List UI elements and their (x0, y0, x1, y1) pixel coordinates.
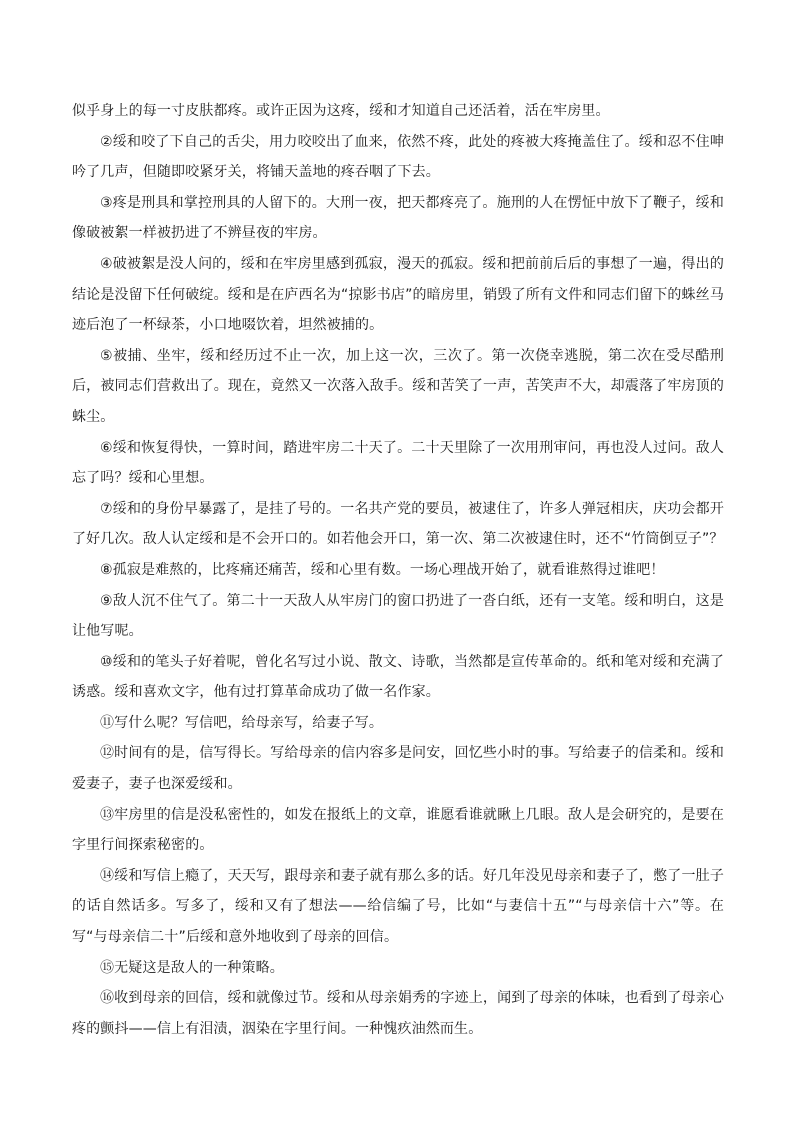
paragraph-2: ②绥和咬了下自己的舌尖，用力咬咬出了血来，依然不疼，此处的疼被大疼掩盖住了。绥和忍不住呻吟了几声，但随即咬紧牙关，将铺天盖地的疼吞咽了下去。 (72, 133, 724, 181)
paragraph-14: ⑭绥和写信上瘾了，天天写，跟母亲和妻子就有那么多的话。好几年没见母亲和妻子了，憋了一肚子的话自然话多。写多了，绥和又有了想法——给信编了号，比如“与妻信十五”“与母亲信十六”等。在写“与母亲信二十”后绥和意外地收到了母亲的回信。 (72, 867, 724, 946)
paragraph-12: ⑫时间有的是，信写得长。写给母亲的信内容多是问安，回忆些小时的事。写给妻子的信柔和。绥和爱妻子，妻子也深爱绥和。 (72, 745, 724, 793)
article-body (72, 96, 724, 1044)
paragraph-4: ④破被絮是没人问的，绥和在牢房里感到孤寂，漫天的孤寂。绥和把前前后后的事想了一遍，得出的结论是没留下任何破绽。绥和是在庐西名为“掠影书店”的暗房里，销毁了所有文件和同志们留下的蛛丝马迹后泡了一杯绿茶，小口地啜饮着，坦然被捕的。 (72, 255, 724, 334)
paragraph-16: ⑯收到母亲的回信，绥和就像过节。绥和从母亲娟秀的字迹上，闻到了母亲的体味，也看到了母亲心疼的颤抖——信上有泪渍，洇染在字里行间。一种愧疚油然而生。 (72, 990, 724, 1037)
paragraph-8: ⑧孤寂是难熬的，比疼痛还痛苦，绥和心里有数。一场心理战开始了，就看谁熬得过谁吧！ (100, 561, 665, 578)
paragraph-3: ③疼是刑具和掌控刑具的人留下的。大刑一夜，把天都疼亮了。施刑的人在愣怔中放下了鞭子，绥和像破被絮一样被扔进了不辨昼夜的牢房。 (72, 194, 724, 242)
paragraph-10: ⑩绥和的笔头子好着呢，曾化名写过小说、散文、诗歌，当然都是宣传革命的。纸和笔对绥和充满了诱惑。绥和喜欢文字，他有过打算革命成功了做一名作家。 (72, 653, 724, 701)
paragraph-11: ⑪写什么呢？写信吧，给母亲写，给妻子写。 (100, 714, 383, 731)
paragraph-6: ⑥绥和恢复得快，一算时间，踏进牢房二十天了。二十天里除了一次用刑审问，再也没人过问。敌人忘了吗？绥和心里想。 (72, 439, 724, 487)
paragraph-5: ⑤被捕、坐牢，绥和经历过不止一次，加上这一次，三次了。第一次侥幸逃脱，第二次在受尽酷刑后，被同志们营救出了。现在，竟然又一次落入敌手。绥和苦笑了一声，苦笑声不大，却震落了牢房顶的蛛尘。 (72, 347, 724, 425)
paragraph-15: ⑮无疑这是敌人的一种策略。 (100, 959, 284, 976)
paragraph-9: ⑨敌人沉不住气了。第二十一天敌人从牢房门的窗口扔进了一沓白纸，还有一支笔。绥和明白，这是让他写呢。 (72, 592, 724, 640)
paragraph-13: ⑬牢房里的信是没私密性的，如发在报纸上的文章，谁愿看谁就瞅上几眼。敌人是会研究的，是要在字里行间探索秘密的。 (72, 806, 724, 854)
paragraph-continuation: 似乎身上的每一寸皮肤都疼。或许正因为这疼，绥和才知道自己还活着，活在牢房里。 (72, 103, 610, 119)
paragraph-7: ⑦绥和的身份早暴露了，是挂了号的。一名共产党的要员，被逮住了，许多人弹冠相庆，庆功会都开了好几次。敌人认定绥和是不会开口的。如若他会开口，第一次、第二次被逮住时，还不“竹筒倒豆子”？ (72, 500, 724, 548)
